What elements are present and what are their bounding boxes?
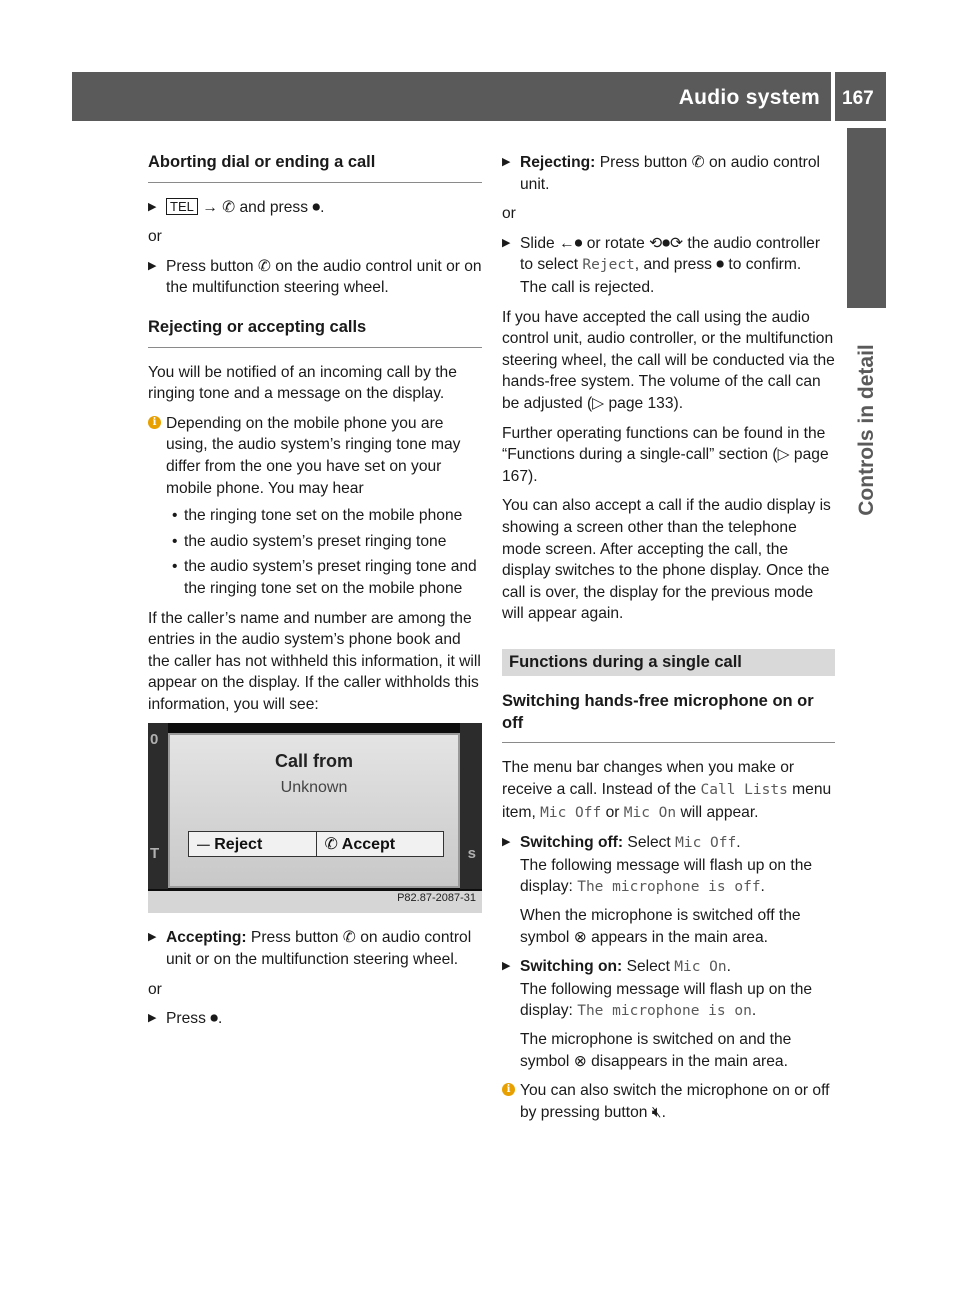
popup-button-row: [188, 831, 444, 857]
screen-fragment: T: [150, 845, 160, 863]
step-result: The call is rejected.: [520, 278, 655, 296]
or-text: or: [148, 980, 162, 998]
list-item: • the audio system’s preset ringing tone: [170, 531, 482, 553]
step-switching-off: ▶ Switching off: Select Mic Off. The following message will flash up on the display: The microphone is off. When the microphone is switched off the symbol ⊗ appears in the main area.: [502, 832, 835, 948]
paragraph-hands-free: If you have accepted the call using the audio control unit, audio controller, or the multifunction steering wheel, the call will be conducted via the hands-free system. The volume of the call can be adjusted (▷ page 133).: [502, 308, 835, 412]
side-tab-label: Controls in detail: [854, 344, 878, 516]
heading-microphone: Switching hands-free microphone on or off: [502, 690, 835, 743]
header-divider: [831, 72, 835, 121]
info-icon: i: [502, 1083, 515, 1096]
right-column: [502, 152, 835, 1131]
page-number: 167: [842, 88, 874, 109]
screen-fragment: s: [467, 845, 476, 863]
paragraph-caller-info: If the caller’s name and number are among the entries in the audio system’s phone book and the caller has not withheld this information, it will appear on the display. If the caller withholds this information, you will see:: [148, 609, 481, 713]
paragraph-menu-bar: The menu bar changes when you make or receive a call. Instead of the Call Lists menu item, Mic Off or Mic On will appear.: [502, 759, 832, 821]
heading-aborting: Aborting dial or ending a call: [148, 152, 482, 183]
step-arrow-icon: ▶: [502, 960, 511, 973]
display-screenshot: [148, 723, 482, 913]
left-column: [148, 152, 482, 1038]
paragraph-further-functions: Further operating functions can be found in the “Functions during a single-call” section (▷ page 167).: [502, 424, 829, 485]
step-arrow-icon: ▶: [148, 931, 157, 944]
side-tab: [847, 128, 886, 308]
info-note-ringing: i Depending on the mobile phone you are using, the audio system’s ringing tone may differ from the one you have set on your mobile phone. You may hear • the ringing tone set on the mobile phone • the audio system’s preset ringing tone • the audio system’s preset ringing tone and the ringing tone set on the mobile phone: [148, 413, 482, 600]
step-arrow-icon: ▶: [502, 236, 511, 249]
reject-button[interactable]: ⏤ Reject: [197, 835, 263, 853]
step-result: The microphone is switched on and the symbol ⊗ disappears in the main area.: [520, 1031, 792, 1070]
info-icon: i: [148, 416, 161, 429]
screen-fragment: 0: [150, 731, 159, 749]
step-press-end: ▶ Press button ✆ on the audio control unit or on the multifunction steering wheel.: [148, 257, 482, 297]
accept-button[interactable]: ✆ Accept: [316, 832, 444, 856]
or-text: or: [148, 228, 162, 246]
step-arrow-icon: ▶: [148, 259, 157, 272]
list-item: • the audio system’s preset ringing tone and the ringing tone set on the mobile phone: [170, 556, 482, 599]
call-popup: [168, 733, 460, 888]
step-slide-reject: ▶ Slide ←⏺ or rotate ⟲⏺⟳ the audio controller to select Reject, and press ⏺ to confirm. The call is rejected.: [502, 233, 835, 299]
step-tel: ▶ TEL → ✆ and press ⏺.: [148, 197, 482, 219]
info-note-mute: i You can also switch the microphone on or off by pressing button 🔇︎.: [502, 1080, 835, 1123]
step-arrow-icon: ▶: [502, 836, 511, 849]
or-text: or: [502, 205, 516, 223]
section-heading-single-call: Functions during a single call: [502, 649, 835, 677]
caller-name: Unknown: [280, 779, 348, 797]
step-rejecting: ▶ Rejecting: Press button ✆ on audio control unit.: [502, 154, 820, 193]
step-arrow-icon: ▶: [502, 156, 511, 168]
paragraph-notified: You will be notified of an incoming call by the ringing tone and a message on the display.: [148, 363, 457, 403]
popup-title: Call from: [274, 751, 353, 772]
figure-caption: P82.87-2087-31: [397, 891, 476, 904]
step-arrow-icon: ▶: [148, 1012, 157, 1025]
step-switching-on: ▶ Switching on: Select Mic On. The following message will flash up on the display: The microphone is on. The microphone is switched on and the symbol ⊗ disappears in the main area.: [502, 956, 835, 1072]
list-item: • the ringing tone set on the mobile phone: [170, 505, 482, 527]
tel-key: TEL: [166, 198, 198, 215]
step-press: ▶ Press ⏺.: [148, 1008, 482, 1030]
ringing-tone-list: [170, 505, 482, 599]
step-result: When the microphone is switched off the symbol ⊗ appears in the main area.: [520, 907, 801, 946]
step-arrow-icon: ▶: [148, 200, 157, 213]
heading-rejecting-accepting: Rejecting or accepting calls: [148, 317, 482, 348]
header-title: Audio system: [678, 86, 820, 109]
step-accepting: ▶ Accepting: Press button ✆ on audio control unit or on the multifunction steering wheel.: [148, 929, 472, 969]
paragraph-accept-other-screen: You can also accept a call if the audio display is showing a screen other than the telephone mode screen. After accepting the call, the display switches to the phone display. Once the call is over, the display for the previous mode will appear again.: [502, 497, 831, 623]
